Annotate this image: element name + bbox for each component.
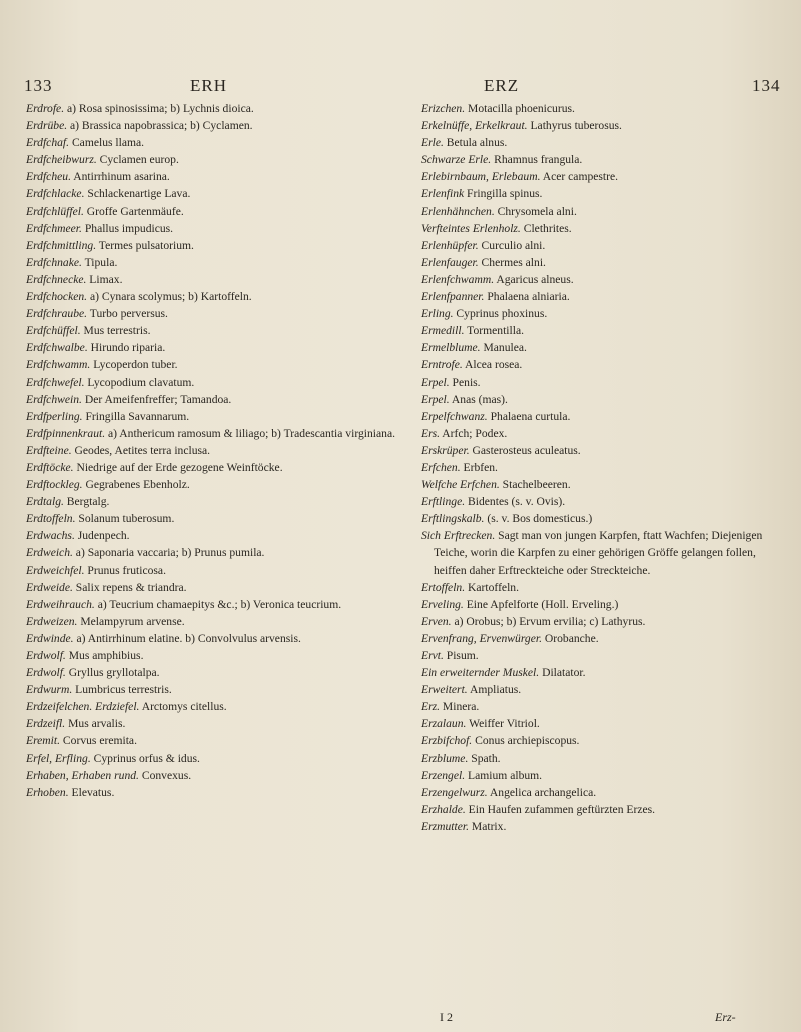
entry-definition: Mus arvalis. xyxy=(65,717,126,731)
entry-definition: Acer campestre. xyxy=(540,170,619,184)
dictionary-entry xyxy=(421,237,773,254)
entry-definition: Melampyrum arvense. xyxy=(77,614,185,628)
entry-headword: Erzhalde. xyxy=(421,802,466,816)
entry-definition: Camelus llama. xyxy=(69,136,145,150)
entry-headword: Erizchen. xyxy=(421,102,466,115)
dictionary-entry xyxy=(421,356,773,373)
dictionary-entry xyxy=(421,168,773,185)
entry-definition: Turbo perversus. xyxy=(87,307,168,321)
entry-definition: Pisum. xyxy=(443,649,479,662)
entry-headword: Ervt. xyxy=(421,649,444,662)
dictionary-entry xyxy=(421,493,773,510)
entry-definition: Sagt man von jungen Karpfen, ftatt Wachfen; Diejenigen Teiche, worin die Karpfen zu einer gehörigen Gröffe gelangen follen, heiffen daher Erftreckteiche oder Streckteiche. xyxy=(434,529,763,577)
entry-headword: Erdfchnake. xyxy=(26,255,82,269)
entry-definition: Anas (mas). xyxy=(449,392,508,406)
entry-headword: Erdfchraube. xyxy=(26,307,88,321)
entry-headword: Erdfpinnenkraut. xyxy=(26,426,106,440)
entry-definition: Clethrites. xyxy=(520,221,572,235)
dictionary-entry xyxy=(26,613,404,630)
dictionary-entry xyxy=(421,322,773,339)
entry-definition: Weiffer Vitriol. xyxy=(466,717,540,731)
entry-headword: Erlenfchwamm. xyxy=(421,272,495,286)
entry-definition: Gryllus gryllotalpa. xyxy=(65,666,160,680)
entry-definition: Stachelbeeren. xyxy=(499,478,571,492)
dictionary-entry xyxy=(26,425,404,442)
dictionary-entry xyxy=(26,476,404,493)
entry-headword: Erlenfink xyxy=(421,187,465,201)
entry-definition: Niedrige auf der Erde gezogene Weinftöcke. xyxy=(73,460,283,474)
dictionary-entry xyxy=(421,203,773,220)
left-page-number: 133 xyxy=(24,76,53,95)
entry-definition: Curculio alni. xyxy=(478,238,546,252)
dictionary-entry xyxy=(421,579,773,596)
entry-headword: Erweitert. xyxy=(421,683,468,697)
dictionary-entry xyxy=(26,288,404,305)
entry-definition: a) Orobus; b) Ervum ervilia; c) Lathyrus. xyxy=(451,614,646,628)
dictionary-entry xyxy=(421,288,773,305)
entry-headword: Erdwolf. xyxy=(26,649,66,662)
entry-definition: Solanum tuberosum. xyxy=(75,512,175,526)
entry-headword: Erlebirnbaum, Erlebaum. xyxy=(421,170,541,184)
dictionary-entry xyxy=(421,801,773,818)
entry-definition: Cyprinus phoxinus. xyxy=(453,307,548,321)
dictionary-entry xyxy=(421,305,773,322)
dictionary-entry xyxy=(26,681,404,698)
dictionary-entry xyxy=(421,425,773,442)
entry-headword: Erpelfchwanz. xyxy=(421,409,488,423)
entry-headword: Erdfteine. xyxy=(26,443,72,457)
entry-headword: Erdfchwamm. xyxy=(26,358,91,372)
entry-definition: Fringilla spinus. xyxy=(464,187,543,201)
entry-definition: Phalaena curtula. xyxy=(487,409,571,423)
entry-headword: Welfche Erfchen. xyxy=(421,478,500,492)
entry-definition: Rhamnus frangula. xyxy=(491,153,583,167)
entry-headword: Erpel. xyxy=(421,392,450,406)
entry-definition: Antirrhinum asarina. xyxy=(70,170,170,184)
entry-headword: Erdwachs. xyxy=(26,529,75,543)
dictionary-entry xyxy=(421,732,773,749)
entry-definition: Lumbricus terrestris. xyxy=(72,683,172,697)
entry-headword: Erdweihrauch. xyxy=(26,597,95,611)
entry-headword: Erftlingskalb. xyxy=(421,512,485,526)
entry-definition: Cyprinus orfus & idus. xyxy=(90,751,200,765)
entry-definition: a) Rosa spinosissima; b) Lychnis dioica. xyxy=(64,102,254,115)
entry-headword: Erlenfpanner. xyxy=(421,290,485,304)
dictionary-entry xyxy=(26,784,404,801)
entry-headword: Ervenfrang, Ervenwürger. xyxy=(421,631,542,645)
entry-definition: Dilatator. xyxy=(539,666,586,680)
entry-headword: Erdfchlüffel. xyxy=(26,204,84,218)
entry-definition: a) Brassica napobrassica; b) Cyclamen. xyxy=(67,119,253,133)
entry-headword: Erdftockleg. xyxy=(26,478,83,492)
entry-headword: Erhoben. xyxy=(26,785,69,799)
entry-definition: a) Saponaria vaccaria; b) Prunus pumila. xyxy=(72,546,265,560)
entry-headword: Erdtoffeln. xyxy=(26,512,76,526)
entry-headword: Erz. xyxy=(421,700,441,714)
entry-headword: Sich Erftrecken. xyxy=(421,529,496,543)
dictionary-entry xyxy=(26,203,404,220)
entry-headword: Erdfchlacke. xyxy=(26,187,85,201)
entry-definition: a) Teucrium chamaepitys &c.; b) Veronica teucrium. xyxy=(94,597,342,611)
entry-definition: a) Anthericum ramosum & liliago; b) Tradescantia virginiana. xyxy=(105,426,396,440)
entry-definition: Eine Apfelforte (Holl. Erveling.) xyxy=(463,597,619,611)
dictionary-entry xyxy=(421,630,773,647)
dictionary-entry xyxy=(421,254,773,271)
entry-headword: Erzengel. xyxy=(421,768,466,782)
entry-definition: Ein Haufen zufammen geftürzten Erzes. xyxy=(465,802,656,816)
dictionary-entry xyxy=(26,596,404,613)
entry-definition: Agaricus alneus. xyxy=(494,272,574,286)
entry-headword: Erdweich. xyxy=(26,546,73,560)
entry-headword: Ermelblume. xyxy=(421,341,481,355)
dictionary-entry xyxy=(26,322,404,339)
entry-headword: Erpel. xyxy=(421,375,450,389)
dictionary-entry xyxy=(26,544,404,561)
entry-definition: Lycopodium clavatum. xyxy=(84,375,195,389)
dictionary-entry xyxy=(26,562,404,579)
entry-headword: Erdfcheu. xyxy=(26,170,71,184)
dictionary-entry xyxy=(421,442,773,459)
dictionary-entry xyxy=(26,510,404,527)
dictionary-entry xyxy=(26,185,404,202)
entry-headword: Erdweichfel. xyxy=(26,563,85,577)
entry-definition: Spath. xyxy=(468,751,501,765)
entry-definition: Arfch; Podex. xyxy=(440,426,508,440)
dictionary-entry xyxy=(421,750,773,767)
entry-definition: Matrix. xyxy=(469,819,507,833)
entry-definition: Limax. xyxy=(86,272,123,286)
dictionary-entry xyxy=(26,254,404,271)
dictionary-entry xyxy=(26,339,404,356)
entry-definition: Elevatus. xyxy=(68,785,115,799)
right-running-headword: ERZ xyxy=(484,76,520,95)
dictionary-entry xyxy=(421,767,773,784)
dictionary-entry xyxy=(421,459,773,476)
entry-headword: Eremit. xyxy=(26,734,61,748)
entry-definition: Orobanche. xyxy=(541,631,599,645)
entry-definition: Conus archiepiscopus. xyxy=(472,734,580,748)
dictionary-entry xyxy=(26,630,404,647)
entry-headword: Erdfchwein. xyxy=(26,392,82,406)
entry-definition: Convexus. xyxy=(138,768,192,782)
entry-headword: Erlenhüpfer. xyxy=(421,238,479,252)
entry-definition: Judenpech. xyxy=(74,529,130,543)
entry-definition: Phallus impudicus. xyxy=(81,221,174,235)
entry-headword: Erdftöcke. xyxy=(26,460,74,474)
entry-headword: Erveling. xyxy=(421,597,464,611)
dictionary-entry xyxy=(421,784,773,801)
dictionary-entry xyxy=(26,220,404,237)
entry-headword: Erlenfauger. xyxy=(421,255,479,269)
entry-definition: a) Antirrhinum elatine. b) Convolvulus arvensis. xyxy=(73,631,301,645)
signature-mark: I 2 xyxy=(440,1010,453,1024)
entry-definition: (s. v. Bos domesticus.) xyxy=(484,512,593,526)
entry-headword: Erdfchwefel. xyxy=(26,375,85,389)
entry-headword: Erfchen. xyxy=(421,460,461,474)
dictionary-entry xyxy=(421,613,773,630)
dictionary-entry xyxy=(421,681,773,698)
dictionary-entry xyxy=(26,715,404,732)
dictionary-entry xyxy=(26,408,404,425)
dictionary-entry xyxy=(421,715,773,732)
dictionary-entry xyxy=(26,442,404,459)
entry-definition: Salix repens & triandra. xyxy=(72,580,187,594)
entry-headword: Erdfchüffel. xyxy=(26,324,81,338)
entry-definition: Bidentes (s. v. Ovis). xyxy=(465,495,566,509)
entry-headword: Erdwinde. xyxy=(26,631,74,645)
entry-headword: Erdtalg. xyxy=(26,495,64,509)
entry-definition: Betula alnus. xyxy=(443,136,508,150)
entry-definition: Geodes, Aetites terra inclusa. xyxy=(71,443,211,457)
right-column xyxy=(421,100,773,835)
dictionary-entry xyxy=(421,151,773,168)
dictionary-entry xyxy=(26,374,404,391)
dictionary-entry xyxy=(26,305,404,322)
entry-headword: Erzmutter. xyxy=(421,819,469,833)
dictionary-entry xyxy=(421,134,773,151)
dictionary-entry xyxy=(421,698,773,715)
entry-headword: Erdzeifelchen. Erdziefel. xyxy=(26,700,140,714)
entry-headword: Erzbifchof. xyxy=(421,734,473,748)
dictionary-entry xyxy=(421,408,773,425)
entry-headword: Ermedill. xyxy=(421,324,465,338)
right-page-number: 134 xyxy=(752,76,781,95)
entry-definition: Minera. xyxy=(440,700,480,714)
dictionary-entry xyxy=(421,185,773,202)
entry-headword: Erdfchwalbe. xyxy=(26,341,88,355)
dictionary-entry xyxy=(421,647,773,664)
entry-headword: Erlenhähnchen. xyxy=(421,204,495,218)
dictionary-entry xyxy=(26,767,404,784)
entry-definition: Mus amphibius. xyxy=(65,649,144,662)
entry-headword: Verfteintes Erlenholz. xyxy=(421,221,521,235)
entry-headword: Erdfchocken. xyxy=(26,290,88,304)
dictionary-entry xyxy=(421,510,773,527)
dictionary-entry xyxy=(26,271,404,288)
entry-definition: Arctomys citellus. xyxy=(139,700,227,714)
entry-definition: Phalaena alniaria. xyxy=(484,290,570,304)
entry-headword: Erdfchmittling. xyxy=(26,238,97,252)
catchword: Erz- xyxy=(715,1010,736,1024)
entry-definition: Angelica archangelica. xyxy=(487,785,597,799)
dictionary-entry xyxy=(421,818,773,835)
entry-headword: Erdfchnecke. xyxy=(26,272,87,286)
dictionary-entry xyxy=(421,117,773,134)
entry-headword: Erdfchaf. xyxy=(26,136,70,150)
entry-definition: Gegrabenes Ebenholz. xyxy=(82,478,190,492)
entry-definition: Lamium album. xyxy=(465,768,543,782)
entry-definition: Alcea rosea. xyxy=(462,358,523,372)
page-header xyxy=(0,76,801,100)
entry-headword: Erdfchmeer. xyxy=(26,221,82,235)
entry-definition: Der Ameifenfreffer; Tamandoa. xyxy=(81,392,232,406)
entry-headword: Ertoffeln. xyxy=(421,580,466,594)
dictionary-entry xyxy=(26,134,404,151)
dictionary-entry xyxy=(26,579,404,596)
entry-headword: Erdfcheibwurz. xyxy=(26,153,97,167)
dictionary-entry xyxy=(26,527,404,544)
dictionary-entry xyxy=(26,459,404,476)
dictionary-entry xyxy=(421,596,773,613)
entry-definition: Erbfen. xyxy=(460,460,498,474)
entry-definition: Chrysomela alni. xyxy=(494,204,577,218)
dictionary-entry xyxy=(26,151,404,168)
entry-definition: Tormentilla. xyxy=(464,324,524,338)
dictionary-entry xyxy=(26,750,404,767)
dictionary-entry xyxy=(26,237,404,254)
dictionary-entry xyxy=(421,664,773,681)
entry-headword: Erzengelwurz. xyxy=(421,785,488,799)
entry-headword: Erdwurm. xyxy=(26,683,73,697)
entry-headword: Erhaben, Erhaben rund. xyxy=(26,768,139,782)
entry-definition: a) Cynara scolymus; b) Kartoffeln. xyxy=(87,290,252,304)
entry-headword: Erdrofe. xyxy=(26,102,65,115)
dictionary-entry xyxy=(421,100,773,117)
entry-definition: Gasterosteus aculeatus. xyxy=(469,443,581,457)
entry-headword: Schwarze Erle. xyxy=(421,153,492,167)
entry-headword: Erntrofe. xyxy=(421,358,463,372)
entry-headword: Erle. xyxy=(421,136,444,150)
entry-definition: Schlackenartige Lava. xyxy=(84,187,191,201)
entry-headword: Erzalaun. xyxy=(421,717,467,731)
entry-definition: Manulea. xyxy=(480,341,527,355)
entry-headword: Erdrübe. xyxy=(26,119,68,133)
left-column xyxy=(26,100,404,801)
entry-headword: Erdweide. xyxy=(26,580,73,594)
dictionary-entry xyxy=(421,527,773,578)
left-running-headword: ERH xyxy=(190,76,227,95)
dictionary-entry xyxy=(26,647,404,664)
entry-headword: Erzblume. xyxy=(421,751,469,765)
entry-definition: Cyclamen europ. xyxy=(96,153,179,167)
entry-headword: Erskrüper. xyxy=(421,443,470,457)
dictionary-entry xyxy=(26,732,404,749)
entry-headword: Erling. xyxy=(421,307,454,321)
entry-definition: Mus terrestris. xyxy=(80,324,151,338)
dictionary-entry xyxy=(26,493,404,510)
entry-headword: Erdweizen. xyxy=(26,614,78,628)
dictionary-entry xyxy=(26,100,404,117)
dictionary-entry xyxy=(26,168,404,185)
dictionary-entry xyxy=(26,664,404,681)
entry-headword: Erdwolf. xyxy=(26,666,66,680)
entry-definition: Motacilla phoenicurus. xyxy=(465,102,575,115)
dictionary-entry xyxy=(26,117,404,134)
entry-definition: Chermes alni. xyxy=(478,255,546,269)
entry-headword: Erkelnüffe, Erkelkraut. xyxy=(421,119,528,133)
dictionary-entry xyxy=(421,374,773,391)
entry-headword: Ein erweiternder Muskel. xyxy=(421,666,540,680)
entry-headword: Erdzeifl. xyxy=(26,717,66,731)
dictionary-entry xyxy=(26,356,404,373)
entry-definition: Bergtalg. xyxy=(63,495,110,509)
entry-definition: Groffe Gartenmäufe. xyxy=(83,204,184,218)
dictionary-entry xyxy=(421,391,773,408)
entry-headword: Erftlinge. xyxy=(421,495,466,509)
entry-headword: Ers. xyxy=(421,426,441,440)
entry-definition: Corvus eremita. xyxy=(60,734,137,748)
entry-headword: Erfel, Erfling. xyxy=(26,751,91,765)
dictionary-entry xyxy=(421,220,773,237)
entry-definition: Lathyrus tuberosus. xyxy=(527,119,622,133)
entry-headword: Erven. xyxy=(421,614,452,628)
entry-definition: Hirundo riparia. xyxy=(87,341,166,355)
entry-headword: Erdfperling. xyxy=(26,409,83,423)
entry-definition: Termes pulsatorium. xyxy=(96,238,194,252)
entry-definition: Fringilla Savannarum. xyxy=(82,409,190,423)
entry-definition: Prunus fruticosa. xyxy=(84,563,166,577)
entry-definition: Ampliatus. xyxy=(467,683,522,697)
entry-definition: Lycoperdon tuber. xyxy=(90,358,178,372)
dictionary-entry xyxy=(26,698,404,715)
dictionary-entry xyxy=(26,391,404,408)
entry-definition: Tipula. xyxy=(81,255,118,269)
entry-definition: Penis. xyxy=(449,375,481,389)
dictionary-entry xyxy=(421,339,773,356)
dictionary-entry xyxy=(421,476,773,493)
entry-definition: Kartoffeln. xyxy=(465,580,519,594)
dictionary-entry xyxy=(421,271,773,288)
